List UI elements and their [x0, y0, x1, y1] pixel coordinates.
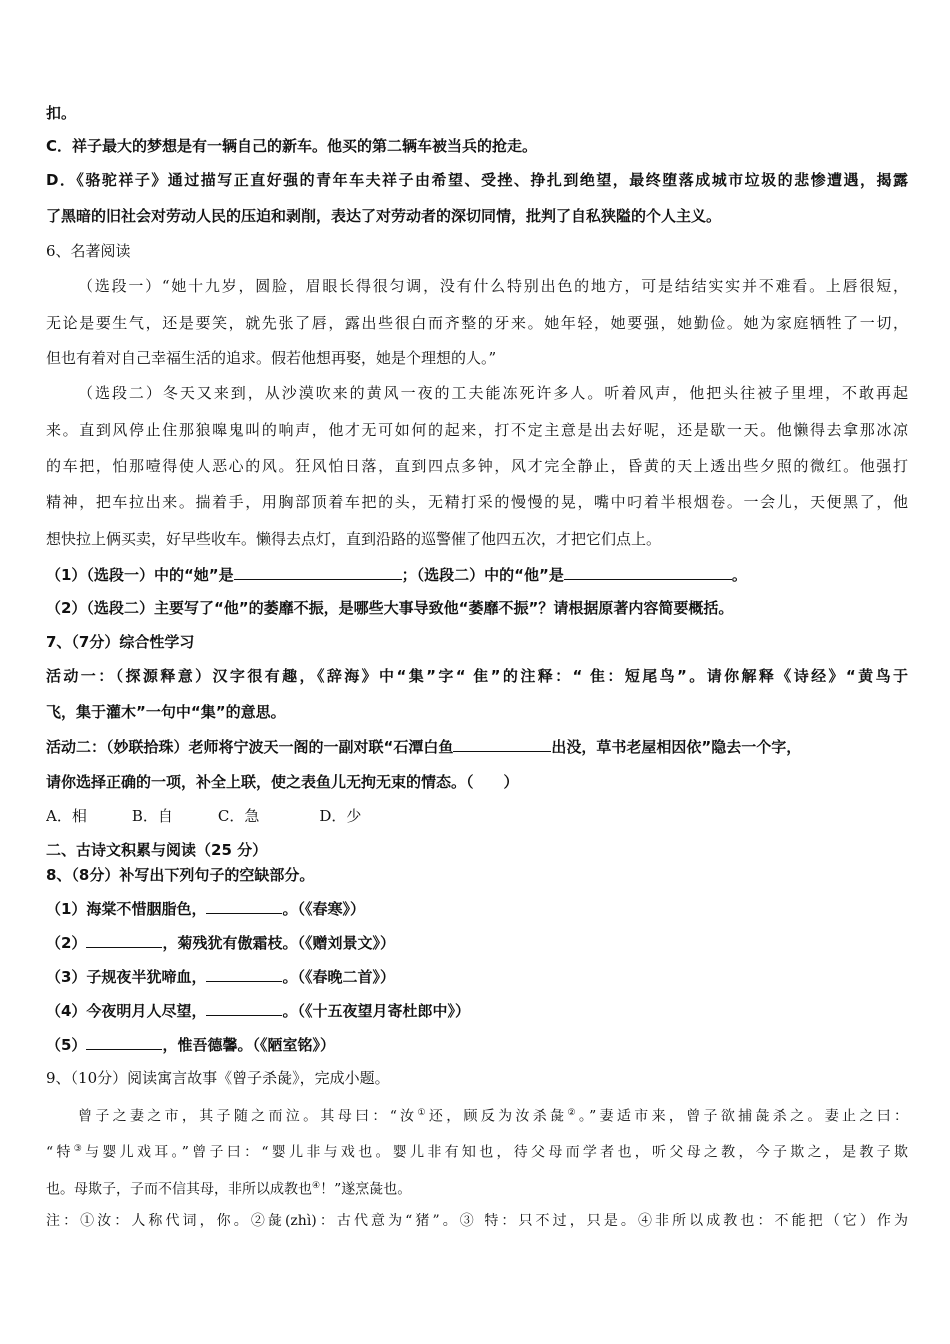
option-c: C．祥子最大的梦想是有一辆自己的新车。他买的第二辆车被当兵的抢走。: [46, 137, 538, 155]
fable-text: “特: [46, 1144, 74, 1161]
question-6-2: （2）（选段二）主要写了“他”的萎靡不振，是哪些大事导致他“萎靡不振”？请根据原著内容简要概括。: [46, 599, 734, 617]
footnotes: 注：①汝：人称代词，你。②彘(zhì)：古代意为“猪”。③ 特：只不过，只是。④非所以成教也：不能把（它）作为: [46, 1213, 908, 1229]
question-text: （3）子规夜半犹啼血，: [46, 968, 207, 986]
question-9-heading: 9、（10分）阅读寓言故事《曾子杀彘》，完成小题。: [46, 1069, 390, 1087]
fable-line: [46, 1139, 908, 1163]
question-text: ，惟吾德馨。（《陋室铭》）: [162, 1036, 335, 1054]
answer-blank[interactable]: [564, 564, 732, 580]
fable-line: [46, 1176, 908, 1200]
footnote-mark: ④: [312, 1181, 321, 1191]
question-text: 。（《春寒》）: [282, 900, 365, 918]
question-text: ，菊残犹有傲霜枝。（《赠刘景文》）: [162, 934, 395, 952]
excerpt-2-line: 来。直到风停止住那狼嗥鬼叫的响声，他才无可如何的起来，打不定主意是出去好呢，还是歇一天。他懒得去拿那冰凉: [46, 421, 908, 439]
question-6-heading: 6、名著阅读: [46, 242, 131, 260]
fable-text: 还，顾反为汝杀彘: [428, 1108, 568, 1125]
answer-blank[interactable]: [86, 932, 162, 948]
footnote-mark: ②: [567, 1108, 579, 1118]
text-line: 了黑暗的旧社会对劳动人民的压迫和剥削，表达了对劳动者的深切同情，批判了自私狭隘的个人主义。: [46, 207, 722, 225]
question-text: （5）: [46, 1036, 87, 1054]
question-text: （4）今夜明月人尽望，: [46, 1002, 207, 1020]
answer-options: A．相 B．自 C．急 D．少: [46, 807, 362, 825]
fable-text: 。”妻适市来，曾子欲捕彘杀之。妻止之曰：: [578, 1108, 908, 1125]
question-text: 出没，草书老屋相因依”隐去一个字，: [551, 738, 802, 756]
text-line: 扣。: [46, 104, 77, 122]
answer-blank[interactable]: [453, 736, 551, 752]
question-text: 。: [731, 566, 747, 584]
fable-text: 与婴儿戏耳。”曾子曰：“婴儿非与戏也。婴儿非有知也，待父母而学者也，听父母之教，今子欺之，是教子欺: [85, 1144, 908, 1161]
excerpt-1-line: 但也有着对自己幸福生活的追求。假若他想再娶，她是个理想的人。”: [46, 349, 497, 367]
answer-blank[interactable]: [86, 1034, 162, 1050]
option-d: D．《骆驼祥子》通过描写正直好强的青年车夫祥子由希望、受挫、挣扎到绝望，最终堕落成城市垃圾的悲惨遭遇，揭露: [46, 171, 908, 189]
question-text: （2）: [46, 934, 87, 952]
fable-text: ！”遂烹彘也。: [320, 1181, 412, 1198]
answer-blank[interactable]: [206, 966, 282, 982]
poem-fill-1: [46, 898, 908, 919]
question-8-heading: 8、（8分）补写出下列句子的空缺部分。: [46, 866, 315, 884]
excerpt-1-line: 无论是要生气，还是要笑，就先张了唇，露出些很白而齐整的牙来。她年轻，她要强，她勤俭。她为家庭牺牲了一切，: [46, 314, 908, 332]
question-text: ；（选段二）中的“他”是: [401, 566, 564, 584]
poem-fill-5: [46, 1034, 908, 1055]
question-text: （1）海棠不惜胭脂色，: [46, 900, 207, 918]
answer-blank[interactable]: [206, 898, 282, 914]
fable-text: 也。母欺子，子而不信其母，非所以成教也: [46, 1181, 312, 1198]
question-text: （1）（选段一）中的“她”是: [46, 566, 234, 584]
activity-2-line: [46, 736, 908, 757]
footnote-mark: ③: [73, 1144, 86, 1154]
fable-text: 曾子之妻之市，其子随之而泣。其母曰：“汝: [78, 1108, 418, 1125]
activity-2-line: 请你选择正确的一项，补全上联，使之表鱼儿无拘无束的情态。（ ）: [46, 773, 519, 791]
question-text: 活动二：（妙联拾珠）老师将宁波天一阁的一副对联“石潭白鱼: [46, 738, 454, 756]
excerpt-2-line: （选段二）冬天又来到，从沙漠吹来的黄风一夜的工夫能冻死许多人。听着风声，他把头往被子里埋，不敢再起: [78, 384, 908, 402]
excerpt-2-line: 精神，把车拉出来。揣着手，用胸部顶着车把的头，无精打采的慢慢的晃，嘴中叼着半根烟卷。一会儿，天便黑了，他: [46, 493, 908, 511]
fable-line: [78, 1103, 908, 1127]
activity-1-line: 飞，集于灌木”一句中“集”的意思。: [46, 703, 286, 721]
activity-1-line: 活动一：（探源释意）汉字很有趣，《辞海》中“集”字“ 隹”的注释：“ 隹：短尾鸟”。请你解释《诗经》“黄鸟于: [46, 667, 908, 685]
answer-blank[interactable]: [234, 564, 402, 580]
question-7-heading: 7、（7分）综合性学习: [46, 633, 195, 651]
section-2-heading: 二、古诗文积累与阅读（25 分）: [46, 841, 268, 859]
poem-fill-4: [46, 1000, 908, 1021]
question-text: 。（《春晚二首》）: [282, 968, 395, 986]
excerpt-1-line: （选段一）“她十九岁，圆脸，眉眼长得很匀调，没有什么特别出色的地方，可是结结实实并不难看。上唇很短，: [78, 277, 908, 295]
answer-blank[interactable]: [206, 1000, 282, 1016]
poem-fill-2: [46, 932, 908, 953]
question-6-1: [46, 564, 908, 585]
poem-fill-3: [46, 966, 908, 987]
excerpt-2-line: 的车把，怕那噎得使人恶心的风。狂风怕日落，直到四点多钟，风才完全静止，昏黄的天上透出些夕照的微红。他强打: [46, 457, 908, 475]
question-text: 。（《十五夜望月寄杜郎中》）: [282, 1002, 470, 1020]
footnote-mark: ①: [417, 1108, 429, 1118]
excerpt-2-line: 想快拉上俩买卖，好早些收车。懒得去点灯，直到沿路的巡警催了他四五次，才把它们点上。: [46, 530, 662, 548]
